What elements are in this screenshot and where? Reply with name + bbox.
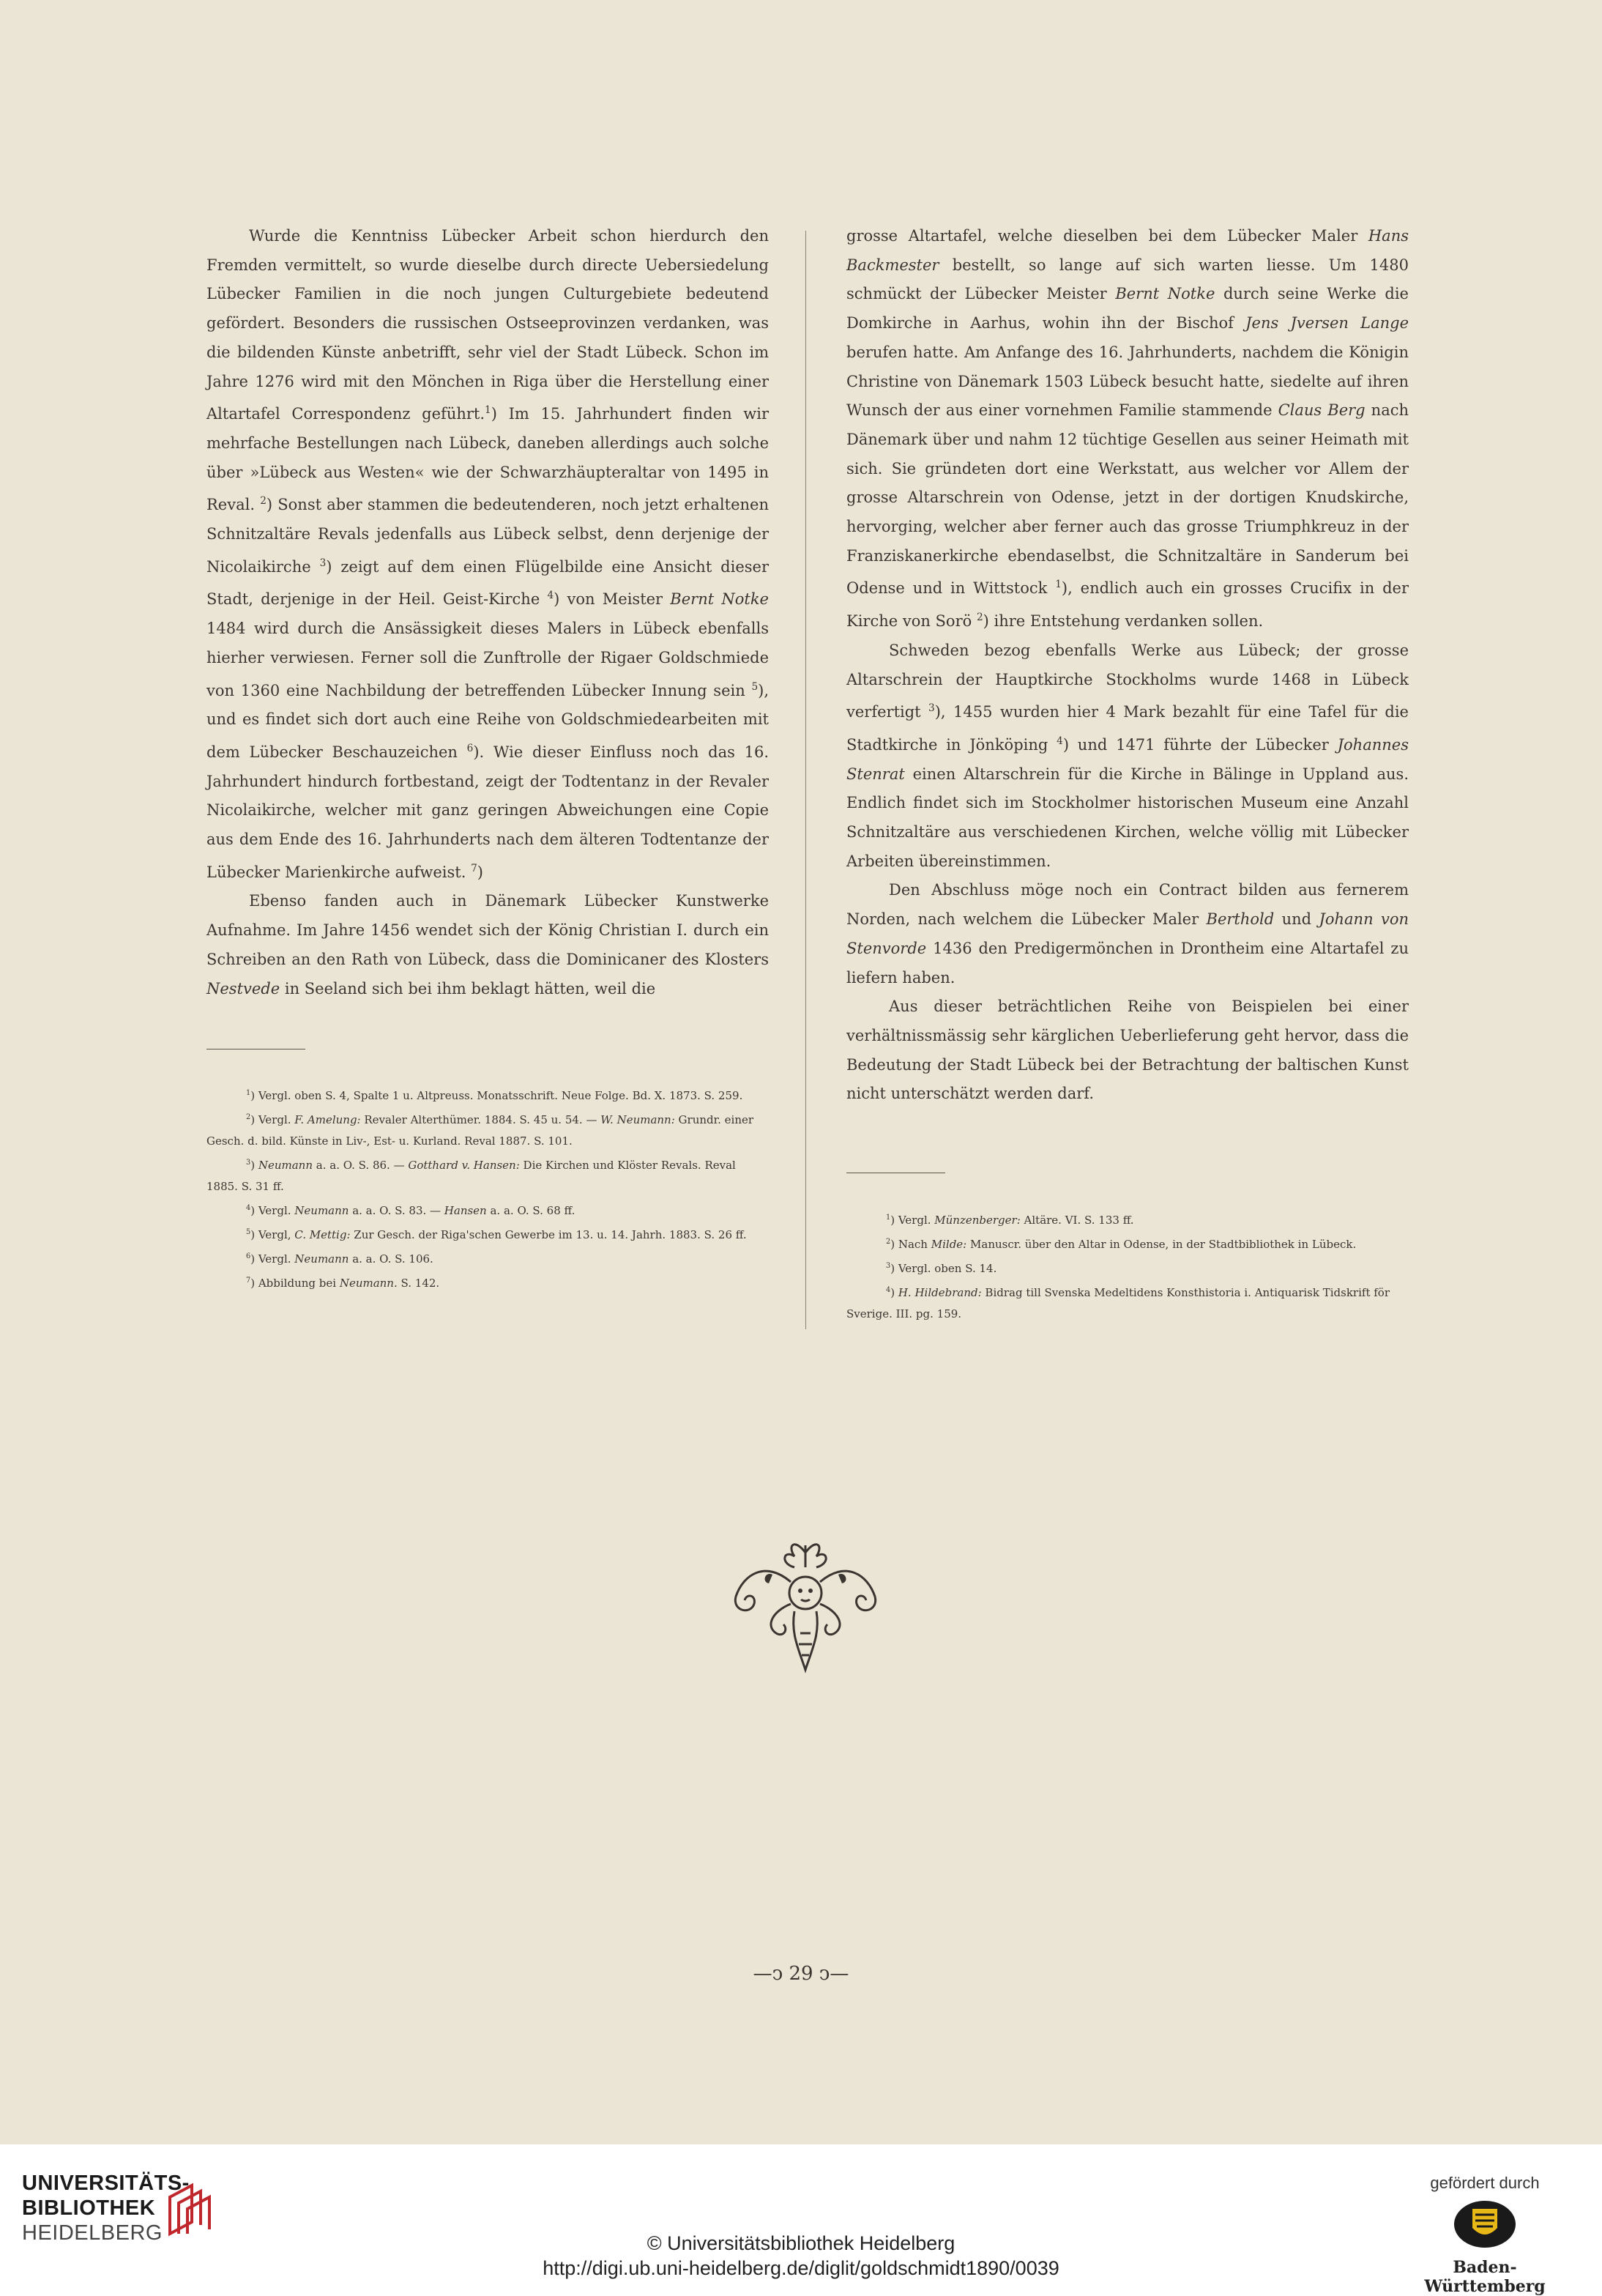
italic-name: Münzenberger: xyxy=(934,1214,1021,1227)
paragraph xyxy=(846,222,1409,636)
footnote-ref: 2 xyxy=(260,495,267,508)
footnote-ref: 1 xyxy=(485,404,491,417)
paragraph xyxy=(206,887,769,1003)
footnote-ref: 6 xyxy=(246,1252,251,1260)
text-run: ) Vergl. oben S. 4, Spalte 1 u. Altpreuss. Monatsschrift. Neue Folge. Bd. X. 1873. S. 259. xyxy=(250,1089,743,1102)
text-run: ) und 1471 führte der Lübecker xyxy=(1062,735,1338,754)
text-run: a. a. O. S. 106. xyxy=(349,1252,433,1266)
paragraph xyxy=(846,992,1409,1109)
text-run: ) zeigt auf dem einen Flügelbilde eine Ansicht dieser Stadt, derjenige in der Heil. Geist-Kirche xyxy=(206,557,769,609)
italic-name: Claus Berg xyxy=(1278,401,1366,420)
text-run: Revaler Alterthümer. 1884. S. 45 u. 54. — xyxy=(360,1113,601,1126)
italic-name: Hans Backmester xyxy=(846,227,1409,274)
footnote xyxy=(206,1270,769,1294)
footnote-ref: 1 xyxy=(886,1214,891,1222)
text-run: Wurde die Kenntniss Lübecker Arbeit schon hierdurch den Fremden vermittelt, so wurde dieselbe durch directe Uebersiedelung Lübecker Familien in die noch jungen Culturgebiete bedeutend gefördert. Besonders die russischen Ostseeprovinzen verdanken, was die bildenden Künste anbetrifft, sehr viel der Stadt Lübeck. Schon im Jahre 1276 wird mit den Mönchen in Riga über die Herstellung einer Altartafel Correspondenz geführt. xyxy=(206,227,769,423)
footnote-ref: 1 xyxy=(246,1089,251,1097)
footnote-ref: 1 xyxy=(1055,579,1062,591)
text-run: 1484 wird durch die Ansässigkeit dieses Malers in Lübeck ebenfalls hierher verwiesen. Ferner soll die Zunftrolle der Rigaer Goldschmiede von 1360 eine Nachbildung der betreffenden Lübecker Innung sein xyxy=(206,620,769,699)
coat-of-arms-icon xyxy=(1452,2199,1518,2250)
paragraph xyxy=(846,876,1409,992)
text-run: a. a. O. S. 83. — xyxy=(349,1204,444,1217)
text-run: Ebenso fanden auch in Dänemark Lübecker Kunstwerke Aufnahme. Im Jahre 1456 wendet sich der König Christian I. durch ein Schreiben an den Rath von Lübeck, dass die Dominicaner des Klosters xyxy=(206,892,769,968)
italic-name: H. Hildebrand: xyxy=(898,1286,982,1299)
italic-name: Neumann xyxy=(294,1252,349,1266)
footnote-ref: 7 xyxy=(246,1277,251,1285)
text-run: durch seine Werke die Domkirche in Aarhus, wohin ihn der Bischof xyxy=(846,285,1409,332)
italic-name: Neumann. xyxy=(339,1277,398,1290)
footnote-ref: 3 xyxy=(319,557,327,569)
floral-ornament-icon xyxy=(721,1531,890,1677)
text-run: Grundr. einer Gesch. d. bild. Künste in Liv-, Est- u. Kurland. Reval 1887. S. 101. xyxy=(206,1113,754,1148)
italic-name: Nestvede xyxy=(206,979,280,997)
text-run: ) Vergl. oben S. 14. xyxy=(890,1262,997,1275)
footnote xyxy=(206,1197,769,1222)
footnote-ref: 3 xyxy=(246,1159,251,1167)
text-run: ), endlich auch ein grosses Crucifix in der Kirche von Sorö xyxy=(846,579,1409,631)
text-run: in Seeland sich bei ihm beklagt hätten, weil die xyxy=(280,979,656,997)
text-run: einen Altarschrein für die Kirche in Bälinge in Uppland aus. Endlich findet sich im Stockholmer historischen Museum eine Anzahl Schnitzaltäre aus verschiedenen Kirchen, welche völlig mit Lübecker Arbeiten übereinstimmen. xyxy=(846,765,1409,870)
footnote xyxy=(846,1255,1409,1279)
text-run: ) xyxy=(890,1286,898,1299)
text-run: a. a. O. S. 86. — xyxy=(313,1159,409,1172)
left-footnotes xyxy=(206,1082,769,1294)
footnote xyxy=(846,1207,1409,1231)
footnote-ref: 2 xyxy=(976,612,983,624)
left-text-column xyxy=(206,222,769,1003)
footnote-ref: 5 xyxy=(246,1228,251,1236)
footnote-ref: 4 xyxy=(547,590,554,602)
text-run: ). Wie dieser Einfluss noch das 16. Jahrhundert hindurch fortbestand, zeigt der Todtentanz in der Revaler Nicolaikirche, welcher mit ganz geringen Abweichungen eine Copie aus dem Ende des 16. Jahrhunderts nach dem älteren Todtentanze der Lübecker Marienkirche aufweist. xyxy=(206,743,769,881)
funder-name: Baden-Württemberg xyxy=(1424,2258,1546,2296)
text-run: Schweden bezog ebenfalls Werke aus Lübeck; der grosse Altarschrein der Hauptkirche Stockholms wurde 1468 in Lübeck verfertigt xyxy=(846,641,1409,721)
footnote-ref: 4 xyxy=(886,1286,891,1294)
italic-name: Hansen xyxy=(444,1204,487,1217)
text-run: a. a. O. S. 68 ff. xyxy=(486,1204,575,1217)
library-name-line: HEIDELBERG xyxy=(22,2221,163,2245)
text-run: grosse Altartafel, welche dieselben bei dem Lübecker Maler xyxy=(846,227,1368,245)
right-footnotes xyxy=(846,1207,1409,1325)
italic-name: Johannes Stenrat xyxy=(846,735,1409,783)
footnote-ref: 2 xyxy=(246,1113,251,1121)
text-run: ) Vergl, xyxy=(250,1228,295,1241)
footnote xyxy=(846,1279,1409,1325)
footnote xyxy=(846,1231,1409,1255)
footnote-ref: 7 xyxy=(471,862,477,874)
library-name-line: BIBLIOTHEK xyxy=(22,2196,156,2220)
text-run: ), und es findet sich dort auch eine Reihe von Goldschmiedearbeiten mit dem Lübecker Beschauzeichen xyxy=(206,681,769,761)
footnote-ref: 2 xyxy=(886,1238,891,1246)
text-run: Bidrag till Svenska Medeltidens Konsthistoria i. Antiquarisk Tidskrift för Sverige. III. pg. 159. xyxy=(846,1286,1390,1320)
paragraph xyxy=(206,222,769,887)
footnote-ref: 4 xyxy=(1057,735,1063,747)
text-run: S. 142. xyxy=(397,1277,440,1290)
italic-name: Johann von Stenvorde xyxy=(846,910,1409,957)
footnote-ref: 3 xyxy=(928,702,935,715)
text-run: Den Abschluss möge noch ein Contract bilden aus fernerem Norden, nach welchem die Lübecker Maler xyxy=(846,881,1409,929)
permalink[interactable]: http://digi.ub.uni-heidelberg.de/diglit/goldschmidt1890/0039 xyxy=(543,2257,1059,2279)
italic-name: Neumann xyxy=(294,1204,349,1217)
footnote-ref: 5 xyxy=(751,680,759,693)
text-run: ) Vergl. xyxy=(890,1214,935,1227)
text-run: ) Im 15. Jahrhundert finden wir mehrfache Bestellungen nach Lübeck, daneben allerdings auch solche über »Lübeck aus Westen« wie der Schwarzhäupteraltar von 1495 in Reval. xyxy=(206,405,769,514)
column-divider xyxy=(805,231,806,1329)
text-run: Altäre. VI. S. 133 ff. xyxy=(1020,1214,1134,1227)
text-run: ) Vergl. xyxy=(250,1252,295,1266)
digitization-footer xyxy=(0,2144,1602,2296)
text-run: ) Sonst aber stammen die bedeutenderen, noch jetzt erhaltenen Schnitzaltäre Revals jedenfalls aus Lübeck selbst, denn derjenige der Nicolaikirche xyxy=(206,496,769,576)
footnote-ref: 4 xyxy=(246,1204,251,1212)
text-run: ) Nach xyxy=(890,1238,931,1251)
italic-name: Neumann xyxy=(258,1159,313,1172)
text-run: ) Vergl. xyxy=(250,1204,295,1217)
text-run: Aus dieser beträchtlichen Reihe von Beispielen bei einer verhältnissmässig sehr kärglichen Ueberlieferung geht hervor, dass die Bedeutung der Stadt Lübeck bei der Betrachtung der baltischen Kunst nicht unterschätzt werden darf. xyxy=(846,997,1409,1103)
footnote-ref: 6 xyxy=(466,742,474,754)
right-text-column xyxy=(846,222,1409,1109)
italic-name: W. Neumann: xyxy=(600,1113,675,1126)
footnote xyxy=(206,1152,769,1197)
text-run: berufen hatte. Am Anfange des 16. Jahrhunderts, nachdem die Königin Christine von Dänemark 1503 Lübeck besucht hatte, siedelte auf ihren Wunsch der aus einer vornehmen Familie stammende xyxy=(846,343,1409,420)
footnote xyxy=(206,1107,769,1152)
footnote xyxy=(206,1222,769,1246)
text-run: ) xyxy=(250,1159,258,1172)
text-run: ) ihre Entstehung verdanken sollen. xyxy=(983,612,1264,631)
text-run: ) von Meister xyxy=(554,590,671,609)
text-run: Die Kirchen und Klöster Revals. Reval 1885. S. 31 ff. xyxy=(206,1159,736,1193)
italic-name: Berthold xyxy=(1206,910,1275,929)
text-run: bestellt, so lange auf sich warten liesse. Um 1480 schmückt der Lübecker Meister xyxy=(846,256,1409,303)
text-run: und xyxy=(1274,910,1319,929)
italic-name: C. Mettig: xyxy=(294,1228,351,1241)
text-run: Zur Gesch. der Riga'schen Gewerbe im 13. u. 14. Jahrh. 1883. S. 26 ff. xyxy=(350,1228,747,1241)
italic-name: Bernt Notke xyxy=(670,590,769,609)
text-run: ) xyxy=(477,863,483,881)
text-run: 1436 den Predigermönchen in Drontheim eine Altartafel zu liefern haben. xyxy=(846,939,1409,987)
page-number: —ↄ 29 ↄ— xyxy=(753,1963,849,1985)
italic-name: Bernt Notke xyxy=(1115,285,1215,303)
italic-name: Milde: xyxy=(931,1238,967,1251)
footnote-ref: 3 xyxy=(886,1262,891,1270)
text-run: ), 1455 wurden hier 4 Mark bezahlt für eine Tafel für die Stadtkirche in Jönköping xyxy=(846,703,1409,754)
library-name-line: UNIVERSITÄTS- xyxy=(22,2171,190,2195)
footnote xyxy=(206,1246,769,1270)
funded-label: gefördert durch xyxy=(1430,2174,1540,2192)
italic-name: F. Amelung: xyxy=(294,1113,361,1126)
italic-name: Jens Jversen Lange xyxy=(1245,314,1409,332)
text-run: Manuscr. über den Altar in Odense, in der Stadtbibliothek in Lübeck. xyxy=(966,1238,1357,1251)
text-run: ) Abbildung bei xyxy=(250,1277,340,1290)
text-run: ) Vergl. xyxy=(250,1113,295,1126)
italic-name: Gotthard v. Hansen: xyxy=(408,1159,520,1172)
copyright-text: © Universitätsbibliothek Heidelberg xyxy=(647,2232,955,2254)
copyright-notice xyxy=(0,2231,1602,2281)
text-run: nach Dänemark über und nahm 12 tüchtige Gesellen aus seiner Heimath mit sich. Sie gründeten dort eine Werkstatt, aus welcher vor Allem der grosse Altarschrein von Odense, jetzt in der dortigen Knudskirche, hervorging, welcher aber ferner auch das grosse Triumphkreuz in der Franziskanerkirche ebendaselbst, die Schnitzaltäre in Sanderum bei Odense und in Wittstock xyxy=(846,401,1409,598)
footnote xyxy=(206,1082,769,1107)
funding-notice xyxy=(1397,2174,1573,2296)
paragraph xyxy=(846,636,1409,877)
